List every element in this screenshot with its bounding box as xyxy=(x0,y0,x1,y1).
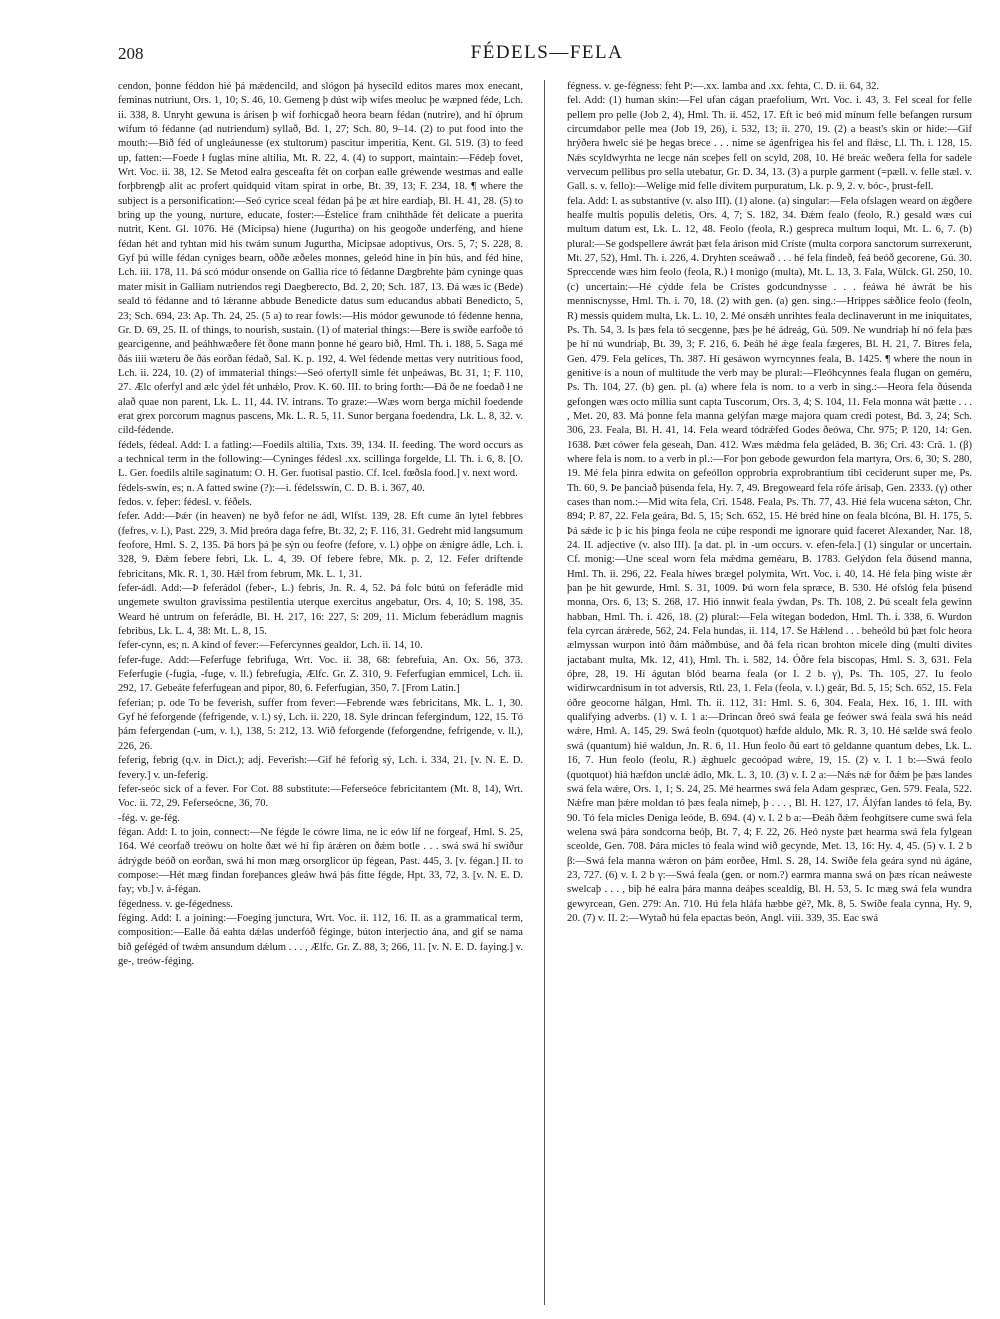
entry-fegness: fégness. v. ge-fégness: feht P:—.xx. lamba and .xx. fehta, C. D. ii. 64, 32. xyxy=(567,81,880,92)
entry-fefer-seoc: fefer-seóc sick of a fever. For Cot. 88 substitute:—Feferseóce febricitantem (Mt. 8, 14), Wrt. Voc. ii. 72, 29. Feferseócne, 36, 70. xyxy=(118,783,523,810)
entry-fefer-fuge: fefer-fuge. Add:—Feferfuge febrifuga, Wrt. Voc. ii. 38, 68: febrefuia, An. Ox. 56, 373. Feferfugie (-fugia, -fuge, v. ll.) febrefugia, Ælfc. Gr. Z. 310, 9. Feferfugian emmicel, Lch. ii. 292, 17. Gebeáte feferfugean and pipor, 80, 6. Feferfugian, 350, 7. [From Latin.] xyxy=(118,654,523,695)
entry-fedan-continued: cendon, þonne féddon hié þá mǽdencild, and slógon þá hysecild editos mares mox enecant, feminas nutriunt, Ors. 1, 10; S. 46, 10. Gemeng þ dúst wiþ wífes meoluc þe wæpned féde, Lch. ii. 338, 8. Unryht gewuna is árisen þ wíf forhicgað heora bearn fédan (nutrire), and hí óþrum wífum tó fédanne (ad nutriendum) syllað, Bd. 1, 27; Sch. 80, 9–14. (2) to put food into the mouth:—Bið féd of ungleáunesse (ex stultorum) pascitur imperitia, Kent. Gl. 519. (3) to feed up, fatten:—Foede ł fuglas míne altilia, Mt. R. 22, 4. (4) to support, maintain:—Fédeþ fovet, Wrt. Voc. ii. 38, 12. Se Metod ealra gesceafta fét on corþan ealle gréwende westmas and ealle forþbrengþ alit ac profert quidquid vitam spirat in orbe, Bt. 39, 13; F. 234, 18. ¶ where the subject is a personification:—Seó cyrice sceal fédan þá þe æt hire eardiaþ, Bl. H. 41, 28. (5) to bring up the young, nurture, educate, foster:—Éstelice fram cnihthâde fét delicate a puerita nutrit, Kent. Gl. 1076. Hé (Micipsa) hiene (Jugurtha) on his geogoðe underféng, and hiene fédan hét and tyhtan mid his twám sunum Jugurtha, Micipsae adoptivus, Ors. 5, 7; S. 228, 8. Gyf þú wille fédan cyniges bearn, oððe æðeles monnes, geleód hine in þín hús, and féd hine, Lch. iii. 178, 11. Þá scó módur onsende on Gallia rice tó fédanne Dægbrehte þám cyninge quas mater misit in Galliam nutriendos regi Daegberecto, Bd. 2, 20; Sch. 187, 13. Ðá wæs ic (Bede) seald tó fédanne and tó lǽranne abbude Benedicte datus sum educandus abbati Benedicto, 5, 23; Sch. 694, 23: Ap. Th. 24, 25. (5 a) to rear fowls:—His módor gewunode tó fédenne henna, Gr. D. 69, 25. II. of things, to nourish, sustain. (1) of material things:—Bere is swíðe earfoðe tó gearcigenne, and þeáhhwæðere fét ðone mann þonne hé gearo bið, Hml. Th. i. 188, 5. Saga mé ðás iiii wæteru ðe ðás eorðan fédað, Sal. K. p. 192, 4. Wel fédende mettas very nutritious food, Lch. ii. 224, 10. (2) of immaterial things:—Seó ofertyll simle fét unþeáwas, Bt. 31, 1; F. 110, 27. Ælc oferfyl and ælc ýdel fét unhǽlo, Prov. K. 60. III. to bring forth:—Ðá ðe ne foedað ł ne alað quae non parent, Lk. L. 11, 44. IV. intrans. To graze:—Wæs worn berga míchil foedende erat grex porcorum magnus pascens, Mk. L. R. 5, 11. Sunor bergana foedendra, Lk. L. 8, 32. v. cild-fédende. xyxy=(118,81,523,437)
entry-fedels: fédels, fédeal. Add: I. a fatling:—Foedils altilia, Txts. 39, 134. II. feeding. The word occurs as a technical term in the following:—Cyninges fédesl .xx. scillinga forgelde, Ll. Th. i. 6, 8. [O. L. Ger. foedils altile saginatum: O. H. Ger. fuotisal pastio. Cf. Icel. fœðsla food.] v. next word. xyxy=(118,439,523,480)
entry-fegedness: fégedness. v. ge-fégedness. xyxy=(118,898,233,910)
left-column xyxy=(118,80,523,1305)
entry-fefer-cynn: fefer-cynn, es; n. A kind of fever:—Fefercynnes gealdor, Lch. ii. 14, 10. xyxy=(118,640,423,652)
entry-feg: -fég. v. ge-fég. xyxy=(118,812,180,824)
running-head: FÉDELS—FELA xyxy=(470,42,624,63)
column-divider xyxy=(544,80,545,1305)
page-number: 208 xyxy=(118,44,144,63)
entry-fefer: fefer. Add:—Þǽr (in heaven) ne byð fefor ne ádl, Wlfst. 139, 28. Eft cume ân lytel febbres (fefres, v. l.), Past. 229, 3. Mid þreóra daga fefre, Bt. 32, 2; F. 116, 31. Gedreht mid langsumum feofore, Hml. S. 2, 135. Þá hors þá þe sýn ou feofre (fefore, v. l.) oþþe on ǽnigre ádle, Lch. i. 328, 9. Ðǽm febere febri, Lk. L. 4, 39. Of febere febre, Mk. p. 2, 12. Fefer driftende febricitans, Mk. R. 1, 30. Hǽl from februm, Mk. L. 1, 31. xyxy=(118,511,523,580)
entry-feferian: feferian; p. ode To be feverish, suffer from fever:—Febrende wæs febricitans, Mk. L. 1, 30. Gyf hé feforgende (fefrigende, v. l.) sý, Lch. ii. 220, 18. Syle drincan fefergindum, 122, 15. Tó þám fefergendan (-um, v. l.), 138, 5: 212, 13. Wið feforgende (feforgendne, fefrigende, v. ll.), 226, 26. xyxy=(118,697,523,752)
entry-fel: fel. Add: (1) human skin:—Fel ufan cágan praefolium, Wrt. Voc. i. 43, 3. Fel sceal for felle pellem pro pelle (Job 2, 4), Hml. Th. ii. 452, 17. Eft ic beó mid mínum felle befangen rursum circumdabor pelle mea (Job 19, 26), i. 532, 13; ii. 270, 19. (2) a beast's skin or hide:—Gif hrýðera hwelc sié þe hegas brece . . . nime se ágenfrigea his fel and flǽsc, Ll. Th. i. 128, 15. Nǽs scyldwyrhta ne lecge nán sceþes fell on scyld, 208, 10. Hé breác weðera fella for sadele vervecum pellibus pro sella utebatur, Gr. D. 34, 13. (3) a purple garment (=pæll. v. felle stæl. v. Gall. s. v. fello):—Welige mid felle divitem purpuratum, Lk. p. 9, 2. v. bóc-, þrust-fell. xyxy=(567,95,972,193)
entry-fedels-swin: fédels-swín, es; n. A fatted swine (?):—i. fédelsswín, C. D. B. i. 367, 40. xyxy=(118,482,425,494)
page-header xyxy=(118,40,976,70)
entry-feging: féging. Add: I. a joining:—Foeging junctura, Wrt. Voc. ii. 112, 16. II. as a grammatical term, composition:—Ealle ðá eahta dǽlas underfóð féginge, búton interjectio ána, and gif se nama bið gefégéd of twǽm ansundum dǽlum . . . , Ælfc. Gr. Z. 88, 3; 266, 11. [v. N. E. D. faying.] v. ge-, treów-féging. xyxy=(118,912,523,967)
entry-fedos: fedos. v. feþer: fédesl. v. féðels. xyxy=(118,496,252,508)
entry-fela: fela. Add: I. as substantive (v. also III). (1) alone. (a) singular:—Fela ofslagen weard on ǽgðere healfe multis populis deletis, Ors. 4, 7; S. 182, 34. Ðǽm fealo (feolo, R.) gesald wæs cui multum datum est, Lk. L. 12, 48. Feolo (feola, R.) gespreca multum loqui, Mt. L. 6, 7. (b) plural:—Se godspellere áwrát þæt fela árison mid Críste (multa corpora sanctorum surrexerunt, Mt. 27, 52), Hml. Th. i. 226, 4. Dryhten sceáwað . . . hé fela findeð, feá beóð gecorene, Gú. 30. Spreccende wæs him feolo (feola, R.) ł monigo (multa), Mt. L. 13, 3. Fala, Wülck. Gl. 250, 10. (c) uncertain:—Hé cýdde fela be Crístes godcundnysse . . . feáwa hé áwrát be his menniscnysse, Hml. Th. i. 70, 18. (2) with gen. (a) gen. sing.:—Hrippes sǽðlice feolo (feoln, R) messis quidem multa, Lk. L. 10, 2. Mé onsǽh unrihtes feala declinaverunt in me iniquitates, Ps. Th. 54, 3. Is þæs fela tó secgenne, þæs þe hé ádreág, Gú. 509. Ne wundriaþ hí nó fela þæs þe hí nú wundriaþ, Bt. 39, 3; F. 216, 6. Þeáh hé ǽge feala fægeres, Bl. H. 21, 7. Bitres fela, Gen. 479. Fela gelíces, Th. 387. Hí gesáwon wyrncynnes feala, B. 1425. ¶ where the noun in genitive is a noun of multitude the verb may be plural:—Fleóhcynnes feala flugan on geméru, Ps. Th. 104, 27. (b) gen. pl. (a) where fela is nom. to a verb in sing.:—Heora fela ðúsenda gefongen wæs octo millia sunt capta Tuscorum, Ors. 3, 4; S. 104, 11. Fela monna wát þætte . . . , Met. 20, 83. Má þonne fela manna gelýfan mæge majora quam credi potest, Bd. 3, 24; Sch. 306, 23. Feala, Bl. H. 41, 14. Fela weard tódrǽfed Godes ðeówa, Chr. 975; P. 120, 14: Gen. 1638. Þæt cówer fela geseah, Dan. 412. Wæs mǽdma fela geláded, B. 36; Cri. 43: Crä. 1. (β) where fela is nom. to a verb in pl.:—For þon gebode gewurdon fela martyra, Ors. 6, 30; S. 280, 19. Mé fela þinra edwita on gefeóllon opprobria exprobrantium tibi ceciderunt super me, Ps. Th. 60, 9. Þe þanciað þúsenda fela, Hy. 7, 49. Bregoweard fela rófe árisaþ, Gen. 2333. (γ) other cases than nom.:—Mid wíta fela, Cri. 1548. Feala, Ps. Th. 77, 43. Hié fela wucena sǽton, Chr. 894; P. 87, 22. Fela geára, Bd. 5, 15; Sch. 652, 15. Hé bréd hine on feala blcóna, Bl. H. 175, 5. Þá sǽde ic þ ic his þinga feola ne cúþe respondi me ignorare quid faceret Alexander, Nar. 18, 24. II. adjective (v. also III). [a dat. pl. in -um occurs. v. efen-fela.] (1) singular or uncertain. Cf. monig:—Une sceal worn fela mǽdma geméaru, B. 1783. Gelýdon fela ðúsend manna, Hml. Th. ii. 296, 22. Feala híwes brægel polymita, Wrt. Voc. i. 40, 14. Hé fela þing wiste ǽr þan þe hit gewurde, Hml. S. 31, 1009. Þú worn fela spræce, B. 530. Hé ofslóg fela þúsend monna, Ors. 6, 13; S. 268, 17. Hió innwit feala ýwdan, Ps. Th. 108, 2. Þú scealt fela gewinn habban, Hml. Th. i. 426, 18. (2) plural:—Fela wítegan bodedon, Hml. Th. i. 338, 6. Wurdon fela cyrcan árǽrede, 562, 24. Fela hundas, ii. 114, 17. Se Hǽlend . . . beheóld bú þæt folc heora ælmyssan wurpon intó ðám máðmbúse, and ðá fela rican brohton micele ding (multi divites jactabant multa, Mk. 12, 41), Hml. Th. i. 582, 14. Óðre fela biscopas, Hml. S. 3, 631. Fela óþre, 28, 19. Hí águtan blód bearna feala (or I. 2 b. γ), Ps. Th. 105, 27. Iu feolo widirwcardnisum in tot adversis, Rtl. 23, 1. Fela (feola, v. l.) geár, Bd. 5, 15; Sch. 652, 15. Fela óðre geocorne hálgan, Hml. Th. ii. 112, 31: Hml. S. 6, 304. Feala, Hex. 16, 1. III. with qualifying adverbs. (1) v. I. 1 a:—Drincan ðreó swá feala ge feówer swá feala swá his neád wǽre, Hml. A. 145, 29. Swá feoln (quotquot) hæfde aldulo, Mk. R. 3, 10. Hé sælde swá feolo swá (quantum) hié waldun, Jn. R. 6, 11. Hun feolo ðú eart tó geldanne quantum debes, Lk. L. 16, 7. Hun feolo (feolu, R.) ǽghuelc gecoópad wǽre, 19, 15. (2) v. I. 1 b:—Swá feolo (quotquot) hiá hæfdon unclǽ ádlo, Mk. L. 3, 10. (3) v. I. 2 a:—Nǽs nǽ for ðǽm þe þæs landes swá fela wǽre, Ors. 1, 1; S. 24, 25. Mé hearmes swá fela Adam gespræc, Gen. 579. Feala, 522. Nǽfre man þǽre moldan tó þæs feala nimeþ, þ . . . , Bl. H. 127, 17. Álýfan landes tó fela, By. 90. Tó fela micles Deniga leóde, B. 694. (4) v. I. 2 b a:—Ðeáh ðǽm feohgítsere cume swá fela welena swá þára sondcorna beóþ, Bt. 7, 4; F. 22, 26. Heó nyste þæt hearma swá fela fylgean sceolde, Gen. 708. Þára micles tó feala wind wið gecynde, Met. 13, 16: Hy. 4, 45. (5) v. I. 2 b β:—Swá fela manna wǽron on þám eorðee, Hml. S. 28, 14. Swíðe fela geára synd nú ágáne, 23, 727. (6) v. I. 2 b γ:—Swá feala (gen. or nom.?) earmra manna swá on þæs rícan neáweste swelcaþ . . . , biþ hé ealra þára manna deáþes scealdig, Bl. H. 53, 5. Ic mæg swá fela wundra gewyrcean, Gen. 279: An. 710. Hú fela hláfa hæbbe gé?, Mk. 8, 5. Swíðe feala cynna, Hy. 9, 20. (7) v. II. 2:—Wytað hú fela epactas beón, Angl. viii. 339, 35. Eac swá xyxy=(567,195,972,924)
entry-fegan: fégan. Add: I. to join, connect:—Ne fégde le cówre lima, ne ic eów líf ne forgeaf, Hml. S. 25, 164. Wé ceorfað treówu on holte ðæt wé hí fip árǽren on ðǽm botle . . . swá swá hí swíður ádrýgde beóð on eorðan, swá hí mon mæg orsorglicor úp fégean, Past. 445, 3. [v. fégan.] II. to compose:—Hét mæg findan foreþances gleáw hwá þás fitte fégde, Hpt. 33, 72, 3. [v. N. E. D. fay; vb.] v. á-fégan. xyxy=(118,826,523,896)
entry-feferig: feferig, febrig (q.v. in Dict.); adj. Feverish:—Gif hé feforig sý, Lch. i. 334, 21. [v. N. E. D. fevery.] v. un-feferig. xyxy=(118,755,523,781)
right-column xyxy=(567,80,972,1305)
entry-fefer-adl: fefer-ádl. Add:—Þ feferádol (feber-, L.) febris, Jn. R. 4, 52. Þá folc bútú on feferádle mid ungemete swulton gravissima pestilentia uterque exercitus angebatur, Ors. 4, 10; S. 198, 35. Weard hé untrum on feferádle, Bl. H. 217, 16: 227, 5: 209, 11. Miclum feberádlum magnis febribus, Lk. L. 4, 38: Mt. L. 8, 15. xyxy=(118,583,523,638)
